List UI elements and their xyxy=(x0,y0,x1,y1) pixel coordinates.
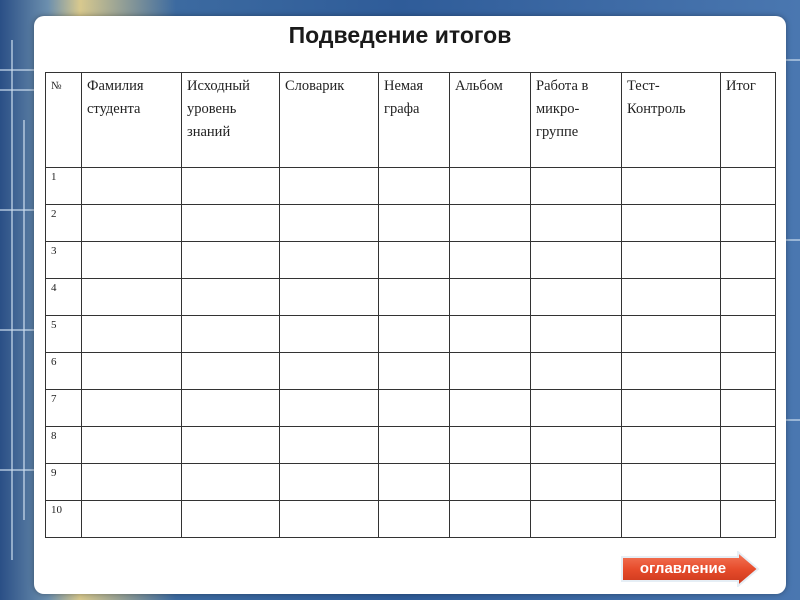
cell-glossary[interactable] xyxy=(280,501,379,538)
cell-glossary[interactable] xyxy=(280,427,379,464)
cell-test-control[interactable] xyxy=(622,427,721,464)
row-number: 2 xyxy=(46,205,82,242)
cell-total[interactable] xyxy=(721,464,776,501)
cell-silent-column[interactable] xyxy=(379,501,450,538)
cell-glossary[interactable] xyxy=(280,242,379,279)
cell-group-work[interactable] xyxy=(531,316,622,353)
cell-test-control[interactable] xyxy=(622,464,721,501)
cell-initial-level[interactable] xyxy=(182,353,280,390)
row-number: 10 xyxy=(46,501,82,538)
cell-test-control[interactable] xyxy=(622,353,721,390)
cell-glossary[interactable] xyxy=(280,205,379,242)
cell-album[interactable] xyxy=(450,427,531,464)
cell-student-name[interactable] xyxy=(82,205,182,242)
cell-initial-level[interactable] xyxy=(182,279,280,316)
table-row xyxy=(46,501,776,538)
cell-student-name[interactable] xyxy=(82,501,182,538)
cell-test-control[interactable] xyxy=(622,242,721,279)
cell-album[interactable] xyxy=(450,205,531,242)
cell-album[interactable] xyxy=(450,316,531,353)
cell-initial-level[interactable] xyxy=(182,390,280,427)
cell-student-name[interactable] xyxy=(82,279,182,316)
cell-initial-level[interactable] xyxy=(182,205,280,242)
cell-total[interactable] xyxy=(721,316,776,353)
cell-group-work[interactable] xyxy=(531,168,622,205)
cell-glossary[interactable] xyxy=(280,390,379,427)
cell-group-work[interactable] xyxy=(531,242,622,279)
cell-initial-level[interactable] xyxy=(182,427,280,464)
cell-student-name[interactable] xyxy=(82,168,182,205)
header-glossary: Словарик xyxy=(280,73,379,168)
cell-glossary[interactable] xyxy=(280,353,379,390)
cell-silent-column[interactable] xyxy=(379,427,450,464)
cell-total[interactable] xyxy=(721,390,776,427)
cell-silent-column[interactable] xyxy=(379,316,450,353)
row-number: 5 xyxy=(46,316,82,353)
header-album: Альбом xyxy=(450,73,531,168)
table-row xyxy=(46,205,776,242)
cell-initial-level[interactable] xyxy=(182,464,280,501)
cell-initial-level[interactable] xyxy=(182,316,280,353)
cell-album[interactable] xyxy=(450,279,531,316)
cell-test-control[interactable] xyxy=(622,501,721,538)
cell-group-work[interactable] xyxy=(531,279,622,316)
cell-student-name[interactable] xyxy=(82,390,182,427)
table-of-contents-button[interactable] xyxy=(620,551,760,587)
cell-glossary[interactable] xyxy=(280,316,379,353)
table-row xyxy=(46,316,776,353)
row-number: 9 xyxy=(46,464,82,501)
cell-student-name[interactable] xyxy=(82,464,182,501)
cell-test-control[interactable] xyxy=(622,390,721,427)
nav-button-label: оглавление xyxy=(639,560,727,577)
cell-test-control[interactable] xyxy=(622,205,721,242)
header-total: Итог xyxy=(721,73,776,168)
results-table xyxy=(45,72,776,538)
cell-group-work[interactable] xyxy=(531,464,622,501)
table-row xyxy=(46,279,776,316)
row-number: 4 xyxy=(46,279,82,316)
row-number: 8 xyxy=(46,427,82,464)
cell-student-name[interactable] xyxy=(82,427,182,464)
cell-student-name[interactable] xyxy=(82,242,182,279)
cell-album[interactable] xyxy=(450,168,531,205)
cell-student-name[interactable] xyxy=(82,353,182,390)
cell-silent-column[interactable] xyxy=(379,353,450,390)
cell-initial-level[interactable] xyxy=(182,242,280,279)
cell-album[interactable] xyxy=(450,501,531,538)
cell-group-work[interactable] xyxy=(531,353,622,390)
cell-total[interactable] xyxy=(721,242,776,279)
header-student-name: Фамилия студента xyxy=(82,73,182,168)
header-group-work: Работа в микро-группе xyxy=(531,73,622,168)
cell-initial-level[interactable] xyxy=(182,501,280,538)
cell-glossary[interactable] xyxy=(280,168,379,205)
row-number: 7 xyxy=(46,390,82,427)
row-number: 6 xyxy=(46,353,82,390)
header-silent-column: Немая графа xyxy=(379,73,450,168)
header-number: № xyxy=(46,73,82,168)
cell-silent-column[interactable] xyxy=(379,205,450,242)
cell-silent-column[interactable] xyxy=(379,279,450,316)
cell-silent-column[interactable] xyxy=(379,168,450,205)
cell-glossary[interactable] xyxy=(280,464,379,501)
cell-silent-column[interactable] xyxy=(379,464,450,501)
cell-student-name[interactable] xyxy=(82,316,182,353)
table-row xyxy=(46,242,776,279)
cell-total[interactable] xyxy=(721,279,776,316)
cell-test-control[interactable] xyxy=(622,279,721,316)
cell-initial-level[interactable] xyxy=(182,168,280,205)
table-row xyxy=(46,427,776,464)
cell-test-control[interactable] xyxy=(622,316,721,353)
cell-total[interactable] xyxy=(721,427,776,464)
row-number: 1 xyxy=(46,168,82,205)
cell-total[interactable] xyxy=(721,205,776,242)
cell-silent-column[interactable] xyxy=(379,242,450,279)
table-row xyxy=(46,464,776,501)
cell-album[interactable] xyxy=(450,242,531,279)
cell-group-work[interactable] xyxy=(531,501,622,538)
table-row xyxy=(46,168,776,205)
table-row xyxy=(46,390,776,427)
cell-test-control[interactable] xyxy=(622,168,721,205)
cell-group-work[interactable] xyxy=(531,427,622,464)
cell-total[interactable] xyxy=(721,501,776,538)
cell-silent-column[interactable] xyxy=(379,390,450,427)
header-initial-level: Исходный уровень знаний xyxy=(182,73,280,168)
page-title: Подведение итогов xyxy=(288,22,512,48)
cell-glossary[interactable] xyxy=(280,279,379,316)
cell-group-work[interactable] xyxy=(531,205,622,242)
cell-album[interactable] xyxy=(450,390,531,427)
row-number: 3 xyxy=(46,242,82,279)
header-test-control: Тест-Контроль xyxy=(622,73,721,168)
cell-group-work[interactable] xyxy=(531,390,622,427)
cell-album[interactable] xyxy=(450,464,531,501)
cell-total[interactable] xyxy=(721,168,776,205)
cell-total[interactable] xyxy=(721,353,776,390)
cell-album[interactable] xyxy=(450,353,531,390)
table-header-row xyxy=(46,73,776,168)
table-row xyxy=(46,353,776,390)
